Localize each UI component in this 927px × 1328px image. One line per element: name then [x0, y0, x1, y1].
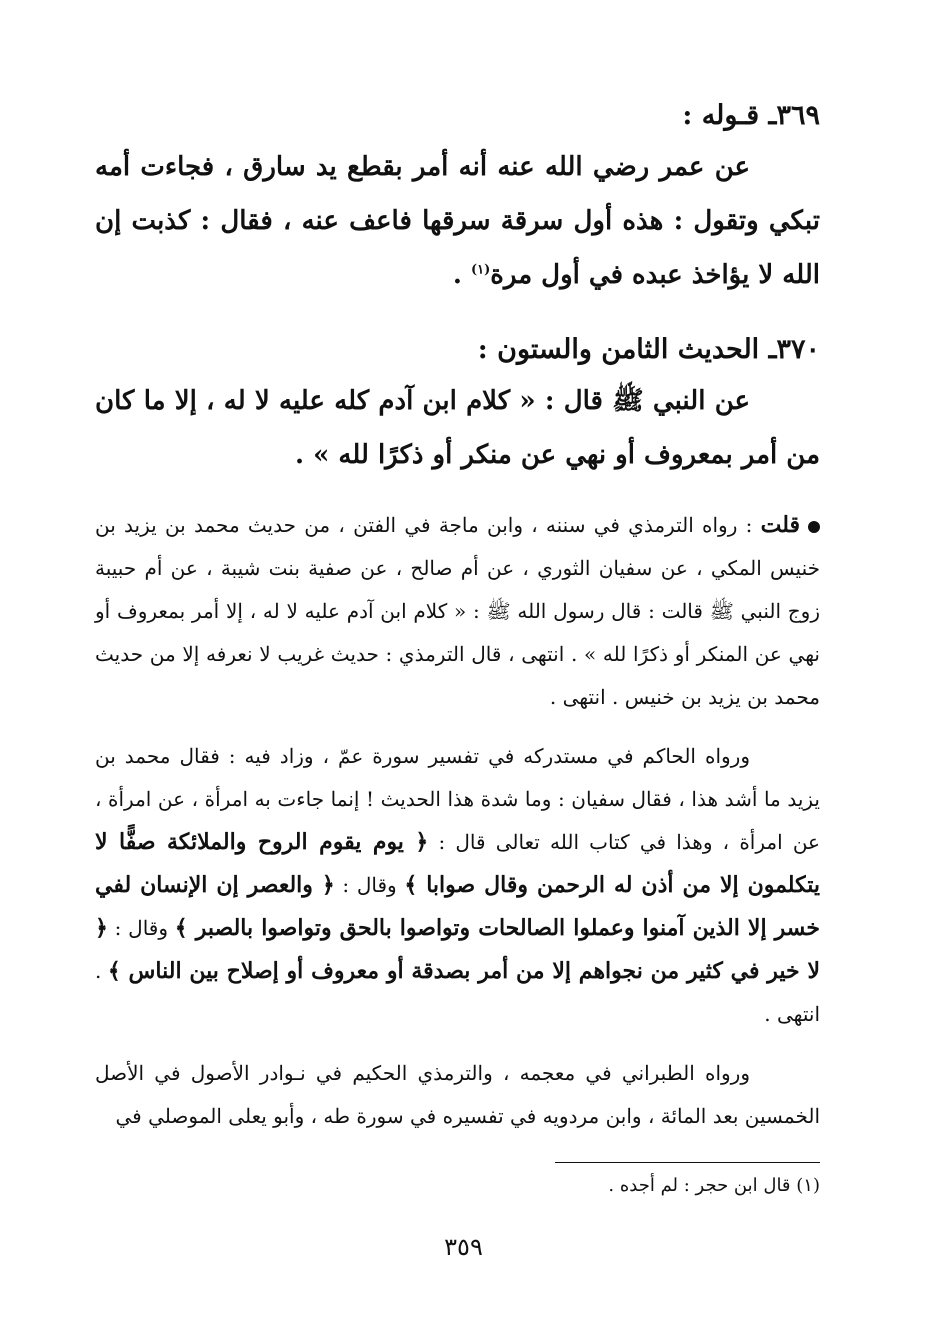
quran-verse-2: ﴿ والعصر إن الإنسان لفي خسر إلا الذين آمنوا وعملوا الصالحات وتواصوا بالحق وتواصوا بالصبر ﴾ — [95, 872, 820, 941]
footnote-marker: (١) — [470, 262, 491, 278]
page-number: ٣٥٩ — [444, 1233, 483, 1261]
qult-label: قلت — [760, 512, 800, 538]
footnote — [400, 1172, 820, 1200]
footnote-text: قال ابن حجر : لم أجده . — [608, 1175, 797, 1196]
commentary-hakim — [95, 735, 820, 1036]
wa-qal-2: وقال : — [107, 916, 175, 940]
hadith-370-line-2: كان من أمر بمعروف أو نهي عن منكر أو ذكرًا لله » . — [95, 386, 820, 470]
hadith-369-line-2: تبكي وتقول : هذه أول سرقة سرقها فاعف عنه ، فقال : كذبت إن الله — [95, 206, 820, 290]
intaha: . انتهى . — [95, 959, 820, 1026]
hadith-369-heading: ٣٦٩ـ قـوله : — [682, 100, 820, 131]
hadith-370-line-1: عن النبي ﷺ قال : « كلام ابن آدم كله عليه لا له ، إلا ما — [143, 386, 750, 416]
commentary-qult — [95, 504, 820, 719]
hadith-369-text — [95, 140, 820, 302]
hadith-369-line-1: عن عمر رضي الله عنه أنه أمر بقطع يد سارق ، فجاءت أمه — [95, 152, 750, 182]
bullet-icon — [808, 521, 820, 533]
page-body — [95, 92, 820, 1138]
footnote-number: (١) — [796, 1175, 820, 1196]
hadith-369-line-3: لا يؤاخذ عبده في أول مرة — [490, 260, 774, 290]
hadith-370-heading: ٣٧٠ـ الحديث الثامن والستون : — [477, 334, 820, 365]
commentary-tabarani: ورواه الطبراني في معجمه ، والترمذي الحكيم في نـوادر الأصول في الأصل الخمسين بعد المائة ، وابن مردويه في تفسيره في سورة طه ، وأبو يعلى الموصلي في — [95, 1061, 820, 1128]
wa-qal-1: وقال : — [334, 873, 405, 897]
hadith-369-end: . — [452, 260, 471, 290]
footnote-divider — [555, 1162, 820, 1163]
qult-text: : رواه الترمذي في سننه ، وابن ماجة في الفتن ، من حديث محمد بن يزيد بن خنيس المكي ، عن سفيان الثوري ، عن أم صالح ، عن صفية بنت شيبة ، عن أم حبيبة زوج النبي ﷺ قالت : قال رسول الله ﷺ : « كلام ابن آدم عليه لا له ، إلا أمر بمعروف أو نهي عن المنكر أو ذكرًا لله » . انتهى ، قال الترمذي : حديث غريب لا نعرفه إلا من حديث محمد بن يزيد بن خنيس . انتهى . — [95, 513, 820, 709]
quran-verse-1: ﴿ يوم يقوم الروح والملائكة صفًّا لا يتكلمون إلا من أذن له الرحمن وقال صوابا ﴾ — [95, 829, 821, 898]
hakim-intro: ورواه الحاكم في مستدركه في تفسير سورة عمّ ، وزاد فيه : فقال محمد بن يزيد ما أشد هذا ، فقال سفيان : وما شدة هذا الحديث ! إنما جاءت به امرأة ، عن امرأة ، عن امرأة ، وهذا في كتاب الله تعالى قال : — [95, 744, 820, 854]
quran-verse-3: ﴿ لا خير في كثير من نجواهم إلا من أمر بصدقة أو معروف أو إصلاح بين الناس ﴾ — [95, 915, 820, 984]
hadith-370-text — [95, 374, 820, 482]
